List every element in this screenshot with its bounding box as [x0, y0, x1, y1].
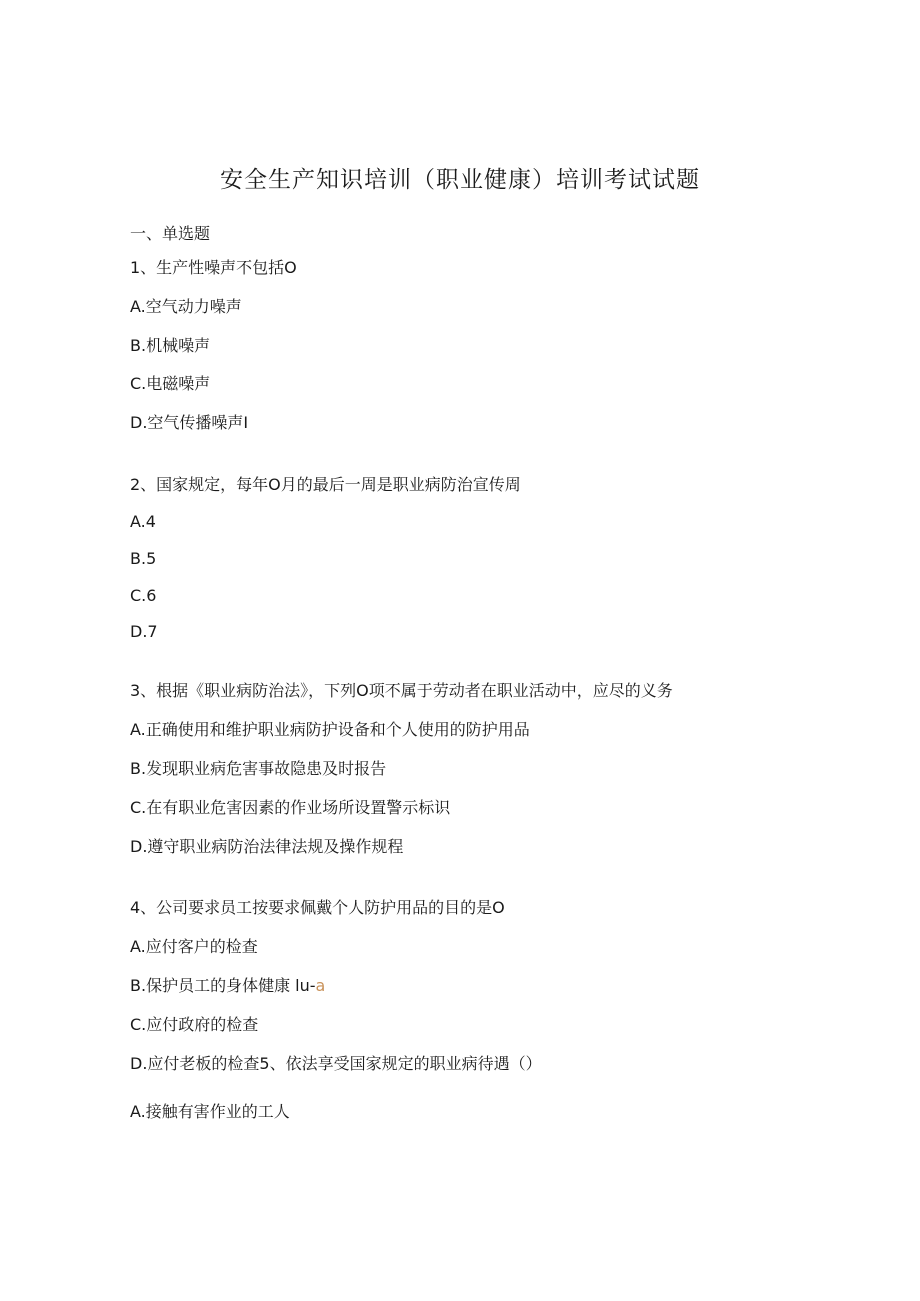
question-1-option-a: A.空气动力噪声 — [130, 297, 242, 316]
question-4-option-b — [130, 975, 325, 997]
question-5-option-a: A.接触有害作业的工人 — [130, 1102, 290, 1121]
question-4-option-b-text: B.保护员工的身体健康 — [130, 976, 291, 995]
question-4-option-c: C.应付政府的检查 — [130, 1015, 259, 1034]
question-1-option-d: D.空气传播噪声I — [130, 413, 249, 432]
question-4-option-b-accent: a — [315, 976, 326, 995]
question-3-option-b: B.发现职业病危害事故隐患及时报告 — [130, 759, 387, 778]
question-2-option-c: C.6 — [130, 586, 157, 605]
question-2-option-d: D.7 — [130, 622, 158, 641]
question-3-option-c: C.在有职业危害因素的作业场所设置警示标识 — [130, 798, 451, 817]
question-4-option-a: A.应付客户的检查 — [130, 937, 258, 956]
page-title: 安全生产知识培训（职业健康）培训考试试题 — [220, 167, 700, 193]
question-2-stem: 2、国家规定，每年O月的最后一周是职业病防治宣传周 — [130, 475, 521, 494]
question-1-option-c: C.电磁噪声 — [130, 374, 211, 393]
question-1-stem: 1、生产性噪声不包括O — [130, 258, 297, 277]
question-3-option-d: D.遵守职业病防治法律法规及操作规程 — [130, 837, 404, 856]
question-4-option-d: D.应付老板的检查5、依法享受国家规定的职业病待遇（） — [130, 1054, 542, 1073]
question-1-option-b: B.机械噪声 — [130, 336, 211, 355]
question-3-option-a: A.正确使用和维护职业病防护设备和个人使用的防护用品 — [130, 720, 530, 739]
question-2-option-a: A.4 — [130, 512, 156, 531]
question-2-option-b: B.5 — [130, 549, 157, 568]
question-4-option-b-suffix: lu- — [295, 976, 316, 995]
section-heading: 一、单选题 — [130, 224, 211, 243]
question-4-stem: 4、公司要求员工按要求佩戴个人防护用品的目的是O — [130, 898, 505, 917]
question-3-stem: 3、根据《职业病防治法》，下列O项不属于劳动者在职业活动中，应尽的义务 — [130, 681, 673, 700]
